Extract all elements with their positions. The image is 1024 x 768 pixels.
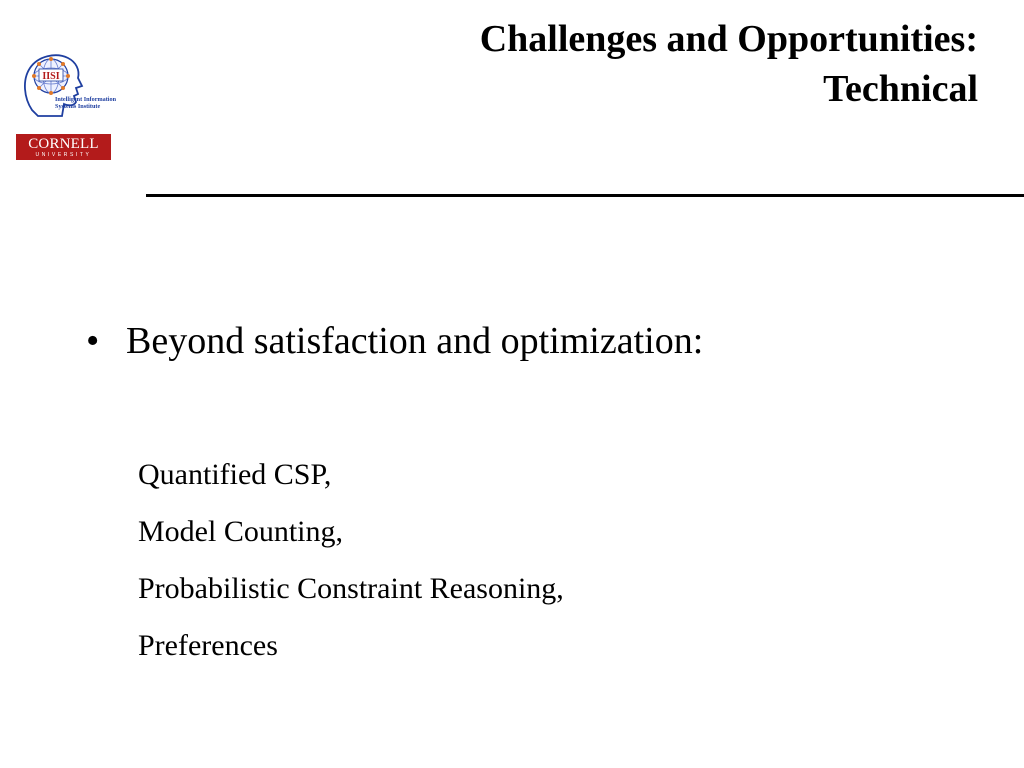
slide-title xyxy=(258,14,978,114)
bullet-text: Beyond satisfaction and optimization: xyxy=(126,320,704,362)
sub-item: Model Counting, xyxy=(138,515,344,548)
slide-title-line1: Challenges and Opportunities: xyxy=(479,18,978,60)
iisi-logo xyxy=(18,50,128,126)
sub-item-list xyxy=(138,446,564,674)
cornell-logo-main: CORNELL xyxy=(28,136,99,152)
sub-item: Preferences xyxy=(138,629,278,662)
title-divider xyxy=(146,194,1024,197)
sub-item: Probabilistic Constraint Reasoning, xyxy=(138,572,564,605)
iisi-name-line1: Intelligent Information xyxy=(55,96,117,103)
iisi-name-line2: Systems Institute xyxy=(55,103,101,110)
iisi-abbrev-text: IISI xyxy=(42,71,60,82)
cornell-logo xyxy=(16,134,111,160)
bullet-item xyxy=(86,318,703,364)
sub-item: Quantified CSP, xyxy=(138,458,332,491)
slide-title-line2: Technical xyxy=(823,68,978,110)
cornell-logo-sub: UNIVERSITY xyxy=(35,152,92,158)
bullet-marker: • xyxy=(86,320,100,362)
